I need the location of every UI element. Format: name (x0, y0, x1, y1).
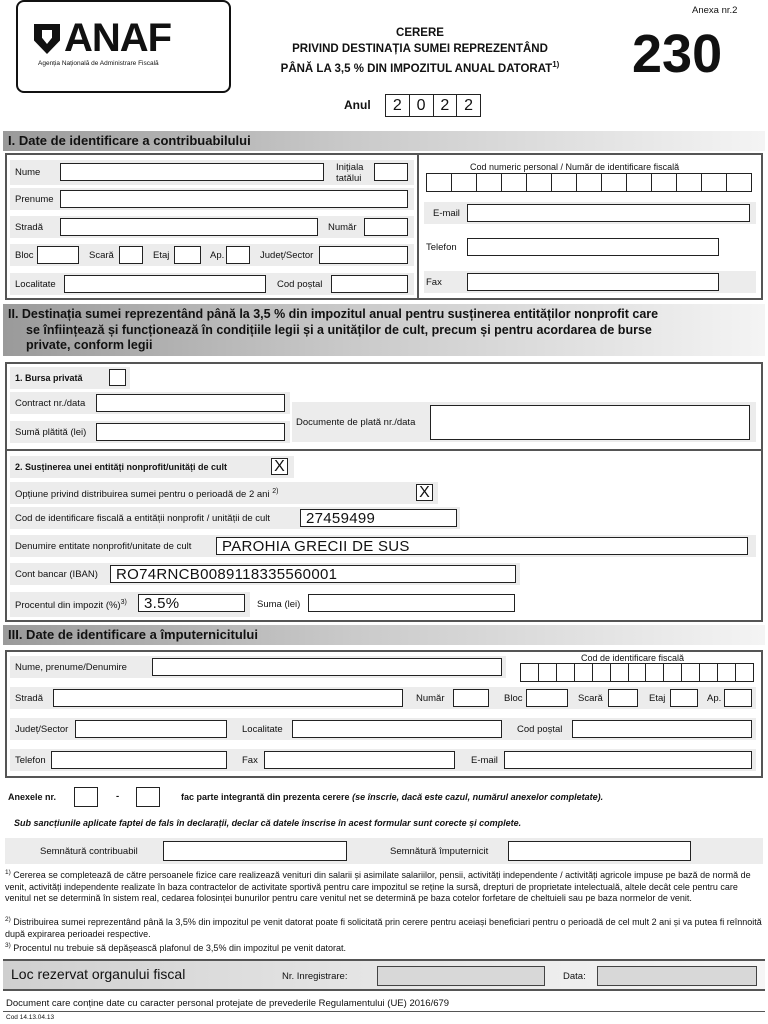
anexa-from-field[interactable] (74, 787, 98, 807)
imp-numar-field[interactable] (453, 689, 489, 707)
cif-field[interactable] (300, 509, 457, 527)
label-bursa: 1. Bursa privată (15, 373, 83, 383)
label-data: Data: (563, 971, 586, 982)
label-semnatura-contribuabil: Semnătură contribuabil (40, 846, 138, 857)
label-cif: Cod de identificare fiscală a entității nonprofit / unității de cult (15, 513, 271, 524)
label-procent: Procentul din impozit (%)$^{3)}$ (15, 599, 127, 612)
numar-field[interactable] (364, 218, 408, 236)
section-2-divider (7, 449, 761, 451)
imp-bloc-field[interactable] (526, 689, 568, 707)
bloc-field[interactable] (37, 246, 79, 264)
section-2-title-line-3: private, conform legii (26, 338, 153, 352)
label-imp-ap: Ap. (707, 693, 722, 704)
label-bloc: Bloc (15, 250, 34, 261)
contract-field[interactable] (96, 394, 285, 412)
telefon-field[interactable] (467, 238, 719, 256)
label-anexele: Anexele nr. (8, 792, 57, 802)
scara-field[interactable] (119, 246, 143, 264)
anexa-label: Anexa nr.2 (692, 5, 738, 16)
title-line-1: CERERE (396, 27, 444, 39)
label-scara: Scară (89, 250, 114, 261)
logo-text: ANAF (64, 16, 172, 60)
imp-etaj-field[interactable] (670, 689, 698, 707)
title-line-3: PÂNĂ LA 3,5 % DIN IMPOZITUL ANUAL DATORAT$^{1)}$ (280, 60, 560, 75)
label-optiune: Opțiune privind distribuirea sumei pentru o perioadă de 2 ani $^{2)}$ (15, 488, 279, 501)
anaf-logo-box (16, 0, 231, 93)
sustinere-checkbox[interactable]: X (271, 458, 288, 475)
iban-value: RO74RNCB0089118335560001 (116, 566, 338, 583)
email-field[interactable] (467, 204, 750, 222)
bursa-checkbox[interactable] (109, 369, 126, 386)
gdpr-text: Document care conține date cu caracter personal protejate de prevederile Regulamentului (UE) 2016/679 (6, 998, 450, 1009)
documente-field[interactable] (430, 405, 750, 440)
year-digit: 2 (386, 95, 410, 116)
imp-nume-field[interactable] (152, 658, 502, 676)
semnatura-imputernicit-field[interactable] (508, 841, 691, 861)
label-judet: Județ/Sector (260, 250, 314, 261)
optiune-checkbox[interactable]: X (416, 484, 433, 501)
ap-field[interactable] (226, 246, 250, 264)
imp-ap-field[interactable] (724, 689, 752, 707)
form-number: 230 (632, 24, 723, 84)
label-imp-strada: Stradă (15, 693, 43, 704)
section-1-title: I. Date de identificare a contribuabilului (3, 131, 765, 151)
section-2-title (3, 304, 765, 356)
label-imp-telefon: Telefon (15, 755, 46, 766)
label-nr-inregistrare: Nr. Inregistrare: (282, 971, 348, 982)
label-iban: Cont bancar (IBAN) (15, 569, 98, 580)
iban-field[interactable] (110, 565, 516, 583)
strada-field[interactable] (60, 218, 318, 236)
imp-email-field[interactable] (504, 751, 752, 769)
section-2-title-line-1: II. Destinația sumei reprezentând până la 3,5 % din impozitul anual pentru susținerea entităților nonprofit care (8, 307, 659, 321)
annex-text: fac parte integrantă din prezenta cerere (se înscrie, dacă este cazul, numărul anexelor completate). (181, 792, 604, 802)
label-denumire: Denumire entitate nonprofit/unitate de cult (15, 541, 192, 552)
label-imp-fax: Fax (242, 755, 258, 766)
annex-dash: - (116, 791, 120, 802)
year-digit: 2 (434, 95, 458, 116)
label-imp-localitate: Localitate (242, 724, 283, 735)
title-block (250, 25, 590, 77)
label-etaj: Etaj (153, 250, 170, 261)
label-imp-etaj: Etaj (649, 693, 666, 704)
year-digit: 0 (410, 95, 434, 116)
declaration-text: Sub sancțiunile aplicate faptei de fals în declarații, declar că datele înscrise în acest formular sunt corecte și complete. (14, 818, 522, 828)
label-imp-scara: Scară (578, 693, 603, 704)
label-imp-cif: Cod de identificare fiscală (581, 653, 685, 663)
label-initiala: Inițiala tatălui (336, 162, 364, 184)
label-cod-postal: Cod poștal (277, 279, 323, 290)
footnote-2: $^{2)}$ Distribuirea sumei reprezentând până la 3,5% din impozitul pe venit datorat poate fi solicitată prin cerere pentru aceiași beneficiari pentru o perioadă de cel mult 2 ani și va putea fi reînnoită după expirarea perioadei respective. (5, 916, 762, 939)
label-suma: Suma (lei) (257, 599, 301, 610)
imp-strada-field[interactable] (53, 689, 403, 707)
section-2-title-line-2: se înființează și funcționează în condițiile legii și a unităților de cult, precum și pentru acordarea de burse (26, 322, 652, 337)
judet-field[interactable] (319, 246, 408, 264)
bottom-divider (3, 1011, 765, 1012)
data-field[interactable] (597, 966, 757, 986)
label-telefon: Telefon (426, 242, 457, 253)
denumire-value: PAROHIA GRECII DE SUS (222, 538, 410, 555)
year-label: Anul (344, 98, 371, 112)
label-cnp: Cod numeric personal / Număr de identificare fiscală (470, 162, 680, 172)
label-imp-judet: Județ/Sector (15, 724, 69, 735)
anexa-to-field[interactable] (136, 787, 160, 807)
semnatura-contribuabil-field[interactable] (163, 841, 347, 861)
suma-field[interactable] (308, 594, 515, 612)
label-ap: Ap. (210, 250, 225, 261)
label-prenume: Prenume (15, 194, 54, 205)
imp-judet-field[interactable] (75, 720, 227, 738)
logo-subtitle: Agenția Națională de Administrare Fiscală (38, 60, 159, 67)
footnote-3: $^{3)}$ Procentul nu trebuie să depășească plafonul de 3,5% din impozitul pe venit datorat. (5, 942, 347, 953)
label-numar: Număr (328, 222, 357, 233)
label-fax: Fax (426, 277, 442, 288)
suma-platita-field[interactable] (96, 423, 285, 441)
label-imp-nume: Nume, prenume/Denumire (15, 662, 127, 673)
label-imp-numar: Număr (416, 693, 445, 704)
imp-cod-postal-field[interactable] (572, 720, 752, 738)
imp-localitate-field[interactable] (292, 720, 502, 738)
cif-value: 27459499 (306, 510, 376, 527)
cnp-field[interactable] (426, 173, 752, 192)
imp-telefon-field[interactable] (51, 751, 227, 769)
fax-field[interactable] (467, 273, 719, 291)
label-strada: Stradă (15, 222, 43, 233)
footnote-1: $^{1)}$ Cererea se completează de către persoanele fizice care realizează venituri din salarii și asimilate salariilor, pensii, activități independente / activități agricole impuse pe bază de normă de venit, activități independente realizate în baza contractelor de activitate sportivă pentru care impozitul se reține la sursă, drepturi de proprietate intelectuală, altele decât cele pentru care venitul net se determină în sistem real, cedarea folosinței bunurilor pentru care venitul net se determină pe baza cotelor forfetare de cheltuieli sau pe baza normelor de venit. (5, 869, 751, 903)
section-3-title: III. Date de identificare a împuternicitului (3, 625, 765, 645)
title-line-2: PRIVIND DESTINAȚIA SUMEI REPREZENTÂND (292, 43, 548, 55)
procent-field[interactable] (138, 594, 245, 612)
imp-scara-field[interactable] (608, 689, 638, 707)
label-sustinere: 2. Susținerea unei entități nonprofit/unități de cult (15, 462, 228, 472)
label-documente: Documente de plată nr./data (296, 417, 416, 428)
fiscal-title: Loc rezervat organului fiscal (11, 966, 186, 982)
nr-inregistrare-field[interactable] (377, 966, 545, 986)
imp-cif-field[interactable] (520, 663, 754, 682)
label-email: E-mail (433, 208, 460, 219)
year-digit: 2 (464, 97, 474, 114)
denumire-field[interactable] (216, 537, 748, 555)
imp-fax-field[interactable] (264, 751, 455, 769)
label-contract: Contract nr./data (15, 398, 86, 409)
label-imp-cod-postal: Cod poștal (517, 724, 563, 735)
prenume-field[interactable] (60, 190, 408, 208)
label-localitate: Localitate (15, 279, 56, 290)
label-nume: Nume (15, 167, 41, 178)
etaj-field[interactable] (174, 246, 201, 264)
label-imp-bloc: Bloc (504, 693, 523, 704)
cod-postal-field[interactable] (331, 275, 408, 293)
year-field[interactable] (385, 94, 481, 117)
nume-field[interactable] (60, 163, 324, 181)
localitate-field[interactable] (64, 275, 266, 293)
initiala-field[interactable] (374, 163, 408, 181)
label-imp-email: E-mail (471, 755, 498, 766)
label-semnatura-imputernicit: Semnătură împuternicit (390, 846, 489, 857)
section-1-divider (417, 155, 419, 298)
procent-value: 3.5% (144, 595, 180, 612)
label-suma-platita: Sumă plătită (lei) (15, 427, 87, 438)
form-code: Cod 14.13.04.13 (6, 1014, 55, 1021)
